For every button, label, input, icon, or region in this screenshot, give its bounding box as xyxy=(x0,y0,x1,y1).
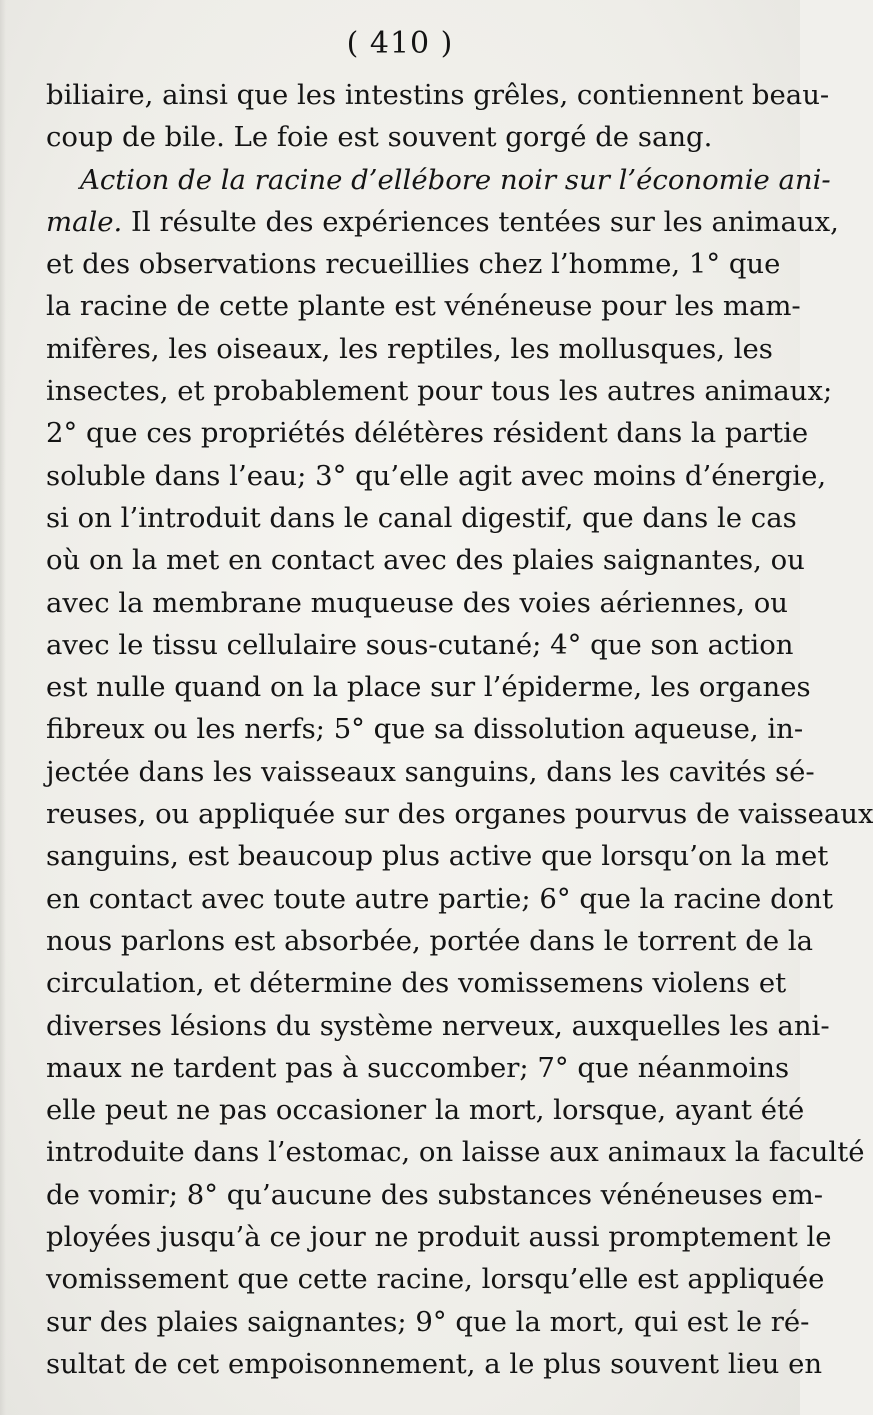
text-line xyxy=(46,751,815,793)
text-line xyxy=(46,455,827,497)
line-text: introduite dans l’estomac, on laisse aux animaux la faculté xyxy=(46,1136,865,1169)
line-text: en contact avec toute autre partie; 6° que la racine dont xyxy=(46,882,833,915)
text-line xyxy=(46,412,809,454)
text-line xyxy=(46,793,873,835)
line-text: soluble dans l’eau; 3° qu’elle agit avec moins d’énergie, xyxy=(46,459,827,492)
text-line xyxy=(46,1047,790,1089)
text-line xyxy=(46,1301,810,1343)
text-line xyxy=(46,878,833,920)
text-line xyxy=(46,666,811,708)
line-text: mifères, les oiseaux, les reptiles, les mollusques, les xyxy=(46,332,773,365)
line-text: si on l’introduit dans le canal digestif, que dans le cas xyxy=(46,501,797,534)
line-text: la racine de cette plante est vénéneuse pour les mam- xyxy=(46,290,801,323)
text-line xyxy=(46,1174,824,1216)
text-line xyxy=(46,1089,805,1131)
text-line xyxy=(46,1258,825,1300)
text-line xyxy=(46,497,797,539)
text-line xyxy=(46,243,781,285)
text-line xyxy=(46,159,831,201)
page-edge-shadow xyxy=(0,0,6,1415)
line-text: reuses, ou appliquée sur des organes pourvus de vaisseaux xyxy=(46,798,873,831)
text-line xyxy=(46,835,829,877)
line-text: avec la membrane muqueuse des voies aériennes, ou xyxy=(46,586,788,619)
text-line xyxy=(46,74,830,116)
line-text: sultat de cet empoisonnement, a le plus souvent lieu en xyxy=(46,1347,823,1380)
text-line xyxy=(46,539,805,581)
text-line xyxy=(46,285,801,327)
body-text xyxy=(46,74,873,1385)
line-text: sanguins, est beaucoup plus active que lorsqu’on la met xyxy=(46,840,829,873)
text-line xyxy=(46,624,794,666)
line-text: vomissement que cette racine, lorsqu’elle est appliquée xyxy=(46,1263,825,1296)
text-line xyxy=(46,370,833,412)
line-text: nous parlons est absorbée, portée dans le torrent de la xyxy=(46,924,814,957)
line-text: maux ne tardent pas à succomber; 7° que néanmoins xyxy=(46,1051,790,1084)
text-line xyxy=(46,1005,830,1047)
text-line xyxy=(46,1216,832,1258)
line-text: de vomir; 8° qu’aucune des substances vénéneuses em- xyxy=(46,1178,824,1211)
line-text: est nulle quand on la place sur l’épiderme, les organes xyxy=(46,671,811,704)
text-line xyxy=(46,201,839,243)
line-text: où on la met en contact avec des plaies saignantes, ou xyxy=(46,544,805,577)
line-text: elle peut ne pas occasioner la mort, lorsque, ayant été xyxy=(46,1094,805,1127)
italic-heading-text: male. xyxy=(46,205,123,238)
line-text: insectes, et probablement pour tous les autres animaux; xyxy=(46,375,833,408)
line-text: ployées jusqu’à ce jour ne produit aussi promptement le xyxy=(46,1221,832,1254)
page-number: ( 410 ) xyxy=(346,26,454,61)
line-text: jectée dans les vaisseaux sanguins, dans les cavités sé- xyxy=(46,755,815,788)
text-line xyxy=(46,920,814,962)
line-text: diverses lésions du système nerveux, auxquelles les ani- xyxy=(46,1009,830,1042)
text-line xyxy=(46,1131,865,1173)
line-text: fibreux ou les nerfs; 5° que sa dissolution aqueuse, in- xyxy=(46,713,804,746)
italic-heading-text: Action de la racine d’ellébore noir sur l’économie ani- xyxy=(80,163,831,196)
line-text: coup de bile. Le foie est souvent gorgé de sang. xyxy=(46,121,713,154)
line-text: circulation, et détermine des vomissemens violens et xyxy=(46,967,787,1000)
line-text: avec le tissu cellulaire sous-cutané; 4° que son action xyxy=(46,628,794,661)
text-line xyxy=(46,1343,823,1385)
line-text: et des observations recueillies chez l’homme, 1° que xyxy=(46,248,781,281)
text-line xyxy=(46,582,788,624)
line-text: Il résulte des expériences tentées sur les animaux, xyxy=(122,205,839,238)
text-line xyxy=(46,328,773,370)
text-line xyxy=(46,708,804,750)
text-line xyxy=(46,116,758,158)
line-text: sur des plaies saignantes; 9° que la mort, qui est le ré- xyxy=(46,1305,810,1338)
line-text: 2° que ces propriétés délétères résident dans la partie xyxy=(46,417,809,450)
line-text: biliaire, ainsi que les intestins grêles, contiennent beau- xyxy=(46,79,830,111)
text-line xyxy=(46,962,787,1004)
